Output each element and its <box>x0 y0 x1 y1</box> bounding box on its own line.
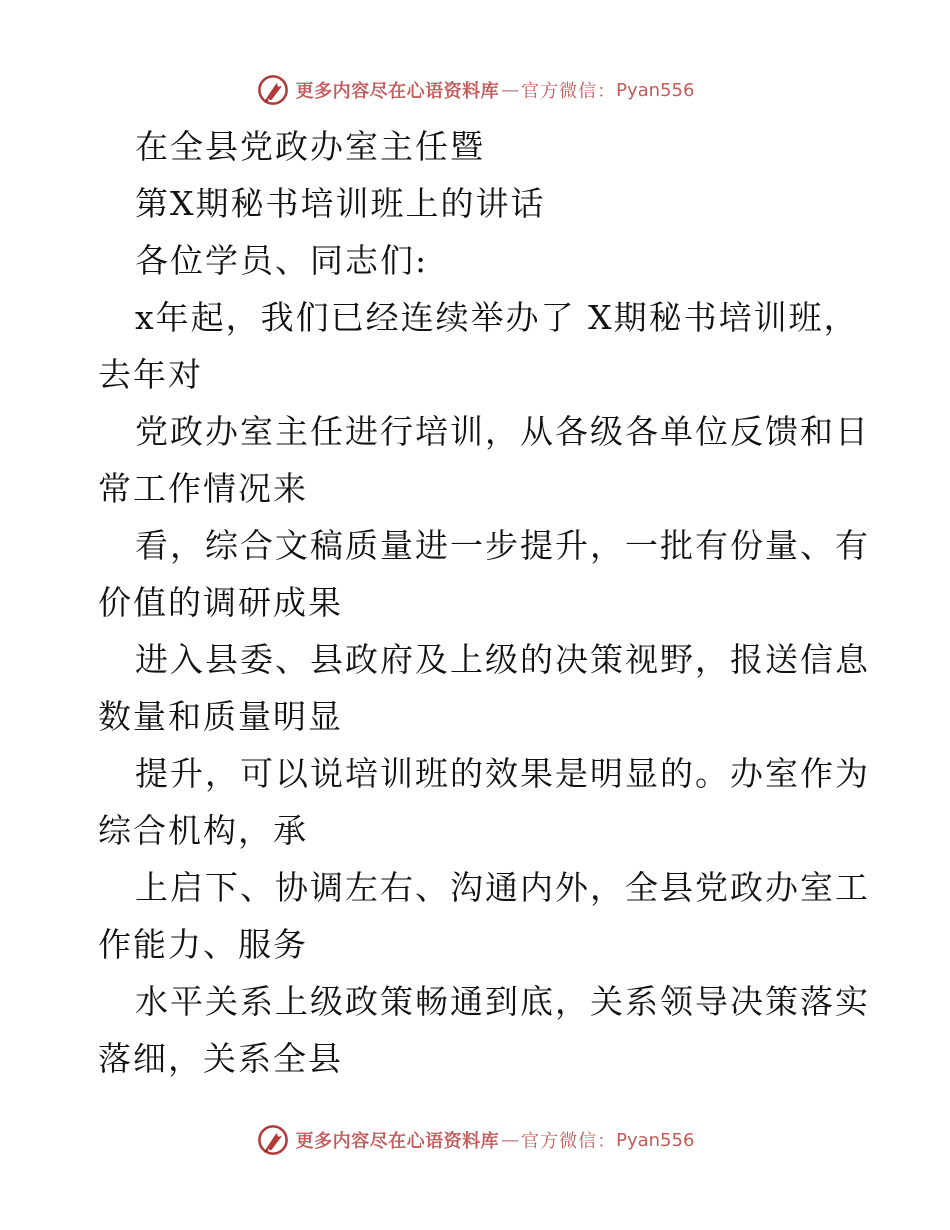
body-line: 数量和质量明显 <box>98 697 343 736</box>
body-line: 作能力、服务 <box>98 925 308 964</box>
body-line: 去年对 <box>98 355 203 394</box>
watermark-wechat-label: 官方微信： <box>521 1131 617 1152</box>
body-line: 水平关系上级政策畅通到底，关系领导决策落实 <box>135 982 870 1021</box>
salutation: 各位学员、同志们: <box>135 241 429 280</box>
watermark-wechat-label: 官方微信： <box>521 81 617 102</box>
document-body <box>98 118 870 1087</box>
watermark-brand: 更多内容尽在心语资料库 <box>295 81 500 102</box>
watermark-wechat-id: Pyan556 <box>616 1129 695 1151</box>
watermark-wechat-id: Pyan556 <box>616 79 695 101</box>
body-line: 党政办室主任进行培训，从各级各单位反馈和日 <box>135 412 870 451</box>
title-line-2: 第X期秘书培训班上的讲话 <box>135 184 546 223</box>
watermark-brand: 更多内容尽在心语资料库 <box>295 1131 500 1152</box>
title-line-1: 在全县党政办室主任暨 <box>135 127 485 166</box>
body-line: 看，综合文稿质量进一步提升，一批有份量、有 <box>135 526 870 565</box>
watermark-dash: — <box>501 79 520 101</box>
body-line: 落细，关系全县 <box>98 1039 343 1078</box>
pen-logo-icon <box>256 73 290 107</box>
body-line: 上启下、协调左右、沟通内外，全县党政办室工 <box>135 868 870 907</box>
body-line: 提升，可以说培训班的效果是明显的。办室作为 <box>135 754 870 793</box>
header-watermark <box>0 70 950 110</box>
body-line: 价值的调研成果 <box>98 583 343 622</box>
footer-watermark <box>0 1120 950 1160</box>
body-line: 常工作情况来 <box>98 469 308 508</box>
pen-logo-icon <box>256 1123 290 1157</box>
body-line: 进入县委、县政府及上级的决策视野，报送信息 <box>135 640 870 679</box>
body-line: 综合机构，承 <box>98 811 308 850</box>
watermark-dash: — <box>501 1129 520 1151</box>
body-line: x年起，我们已经连续举办了 X期秘书培训班， <box>135 298 859 337</box>
